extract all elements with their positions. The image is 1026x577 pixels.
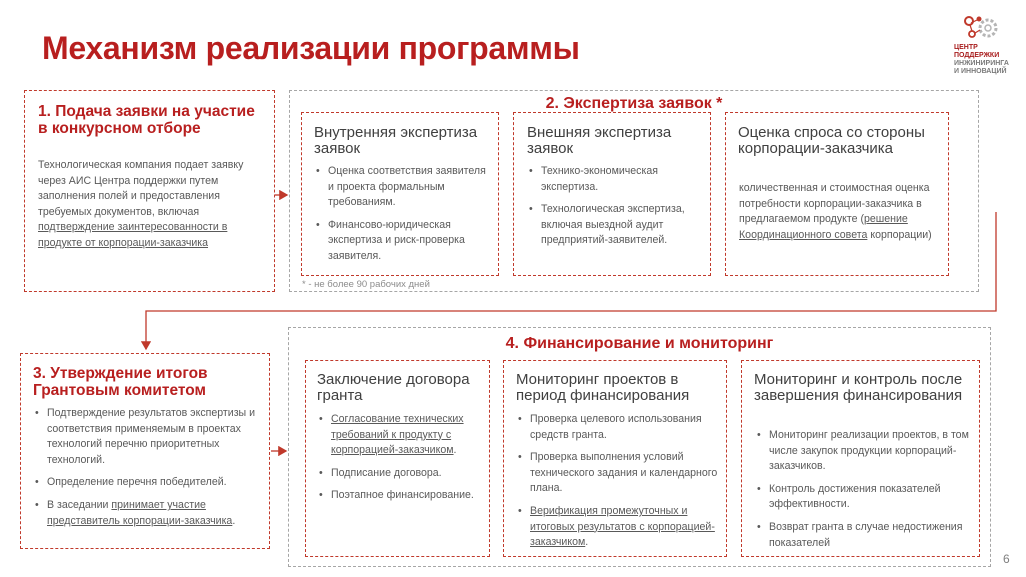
step2-demand-text-end: корпорации) [867, 228, 932, 241]
step2-demand-heading: Оценка спроса со стороны корпорации-заказчика [738, 124, 925, 157]
list-item [317, 412, 487, 459]
step1-text [38, 158, 270, 252]
step2-demand-text-plain: количественная и стоимостная оценка потребности корпорации-заказчика в предлагаемом продукте ( [739, 182, 930, 226]
step2-external-list [527, 164, 705, 256]
step4-title: 4. Финансирование и мониторинг [505, 335, 774, 352]
list-item: • Финансово-юридическая экспертиза и риск-проверка заявителя. [314, 218, 494, 265]
list-item: • Оценка соответствия заявителя и проекта формальным требованиям. [314, 164, 494, 211]
list-item: • Технологическая экспертиза, включая выездной аудит предприятий-заявителей. [527, 202, 705, 249]
step1-box [24, 90, 275, 292]
list-item [516, 412, 722, 443]
step4-monitoring-item-3-end: . [585, 536, 589, 549]
step1-text-plain: Технологическая компания подает заявку через АИС Центра поддержки путем заполнения полей и предоставления требуемых документов, включая [38, 159, 244, 218]
gear-network-icon [962, 14, 1002, 48]
list-item [755, 482, 975, 513]
list-item [33, 498, 265, 529]
logo-line-3: ИНЖИНИРИНГА [954, 60, 1009, 67]
step3-heading: 3. Утверждение итогов Грантовым комитетом [33, 365, 208, 399]
list-item [317, 466, 487, 482]
step2-footnote: * - не более 90 рабочих дней [302, 279, 430, 290]
page-number: 6 [1003, 552, 1010, 566]
page-title: Механизм реализации программы [42, 30, 580, 66]
step2-external-box [513, 112, 711, 276]
logo-text [954, 44, 1009, 76]
step2-title: 2. Экспертиза заявок * [545, 95, 723, 112]
step4-monitoring-item-1-text: Проверка целевого использования средств гранта. [530, 413, 702, 441]
step3-box [20, 353, 270, 549]
step4-contract-list [317, 412, 487, 511]
list-item [755, 428, 975, 475]
step3-item-1-text: Подтверждение результатов экспертизы и соответствия применяемым в проектах технологий перечню приоритетных технологий. [47, 407, 256, 466]
step3-item-3-text: В заседании [47, 498, 112, 511]
step2-external-heading: Внешняя экспертиза заявок [527, 124, 672, 157]
step3-item-2-text: Определение перечня победителей. [47, 476, 227, 489]
step2-internal-list [314, 164, 494, 272]
step4-control-item-2-text: Контроль достижения показателей эффективности. [769, 482, 941, 511]
step2-demand-text [739, 181, 943, 243]
list-item [516, 504, 722, 551]
step4-contract-item-1-link: Согласование технических требований к продукту с корпорацией-заказчиком [331, 413, 464, 457]
step4-control-box [741, 360, 980, 557]
list-item [755, 520, 975, 551]
logo [950, 14, 1016, 90]
list-item [33, 406, 265, 468]
step1-heading: 1. Подача заявки на участие в конкурсном отборе [38, 103, 255, 137]
logo-line-2: ПОДДЕРЖКИ [954, 52, 1000, 59]
step3-list [33, 406, 265, 536]
step4-control-item-3-text: Возврат гранта в случае недостижения показателей [769, 520, 963, 549]
step4-monitoring-list [516, 412, 722, 558]
step4-monitoring-box [503, 360, 727, 557]
step1-text-link: подтверждение заинтересованности в продукте от корпорации-заказчика [38, 221, 228, 249]
step2-demand-text-link: решение Координационного совета [739, 213, 908, 241]
step4-contract-heading: Заключение договора гранта [317, 371, 470, 404]
step4-control-heading: Мониторинг и контроль после завершения финансирования [754, 371, 963, 404]
step4-monitoring-heading: Мониторинг проектов в период финансирования [516, 371, 690, 404]
list-item [516, 450, 722, 497]
step2-internal-heading: Внутренняя экспертиза заявок [314, 124, 478, 157]
step4-contract-item-3-text: Поэтапное финансирование. [331, 489, 474, 502]
list-item [33, 475, 265, 491]
list-item [317, 488, 487, 504]
step4-contract-box [305, 360, 490, 557]
step4-contract-item-1-end: . [453, 444, 457, 457]
list-item: • Технико-экономическая экспертиза. [527, 164, 705, 195]
logo-line-1: ЦЕНТР [954, 44, 978, 51]
step4-monitoring-item-2-text: Проверка выполнения условий технического задания и календарного плана. [530, 451, 718, 495]
logo-line-4: И ИННОВАЦИЙ [954, 68, 1007, 75]
step4-control-list [755, 428, 975, 558]
step2-internal-box [301, 112, 499, 276]
step4-contract-item-2-text: Подписание договора. [331, 466, 442, 479]
step3-item-3-end: . [232, 514, 236, 527]
step2-demand-box [725, 112, 949, 276]
step3-item-3-link: принимает участие представитель корпорации-заказчика [47, 498, 233, 527]
step4-control-item-1-text: Мониторинг реализации проектов, в том числе закупок продукции корпораций-заказчиков. [769, 429, 969, 473]
step4-monitoring-item-3-link: Верификация промежуточных и итоговых результатов с корпорацией-заказчиком [530, 504, 715, 549]
